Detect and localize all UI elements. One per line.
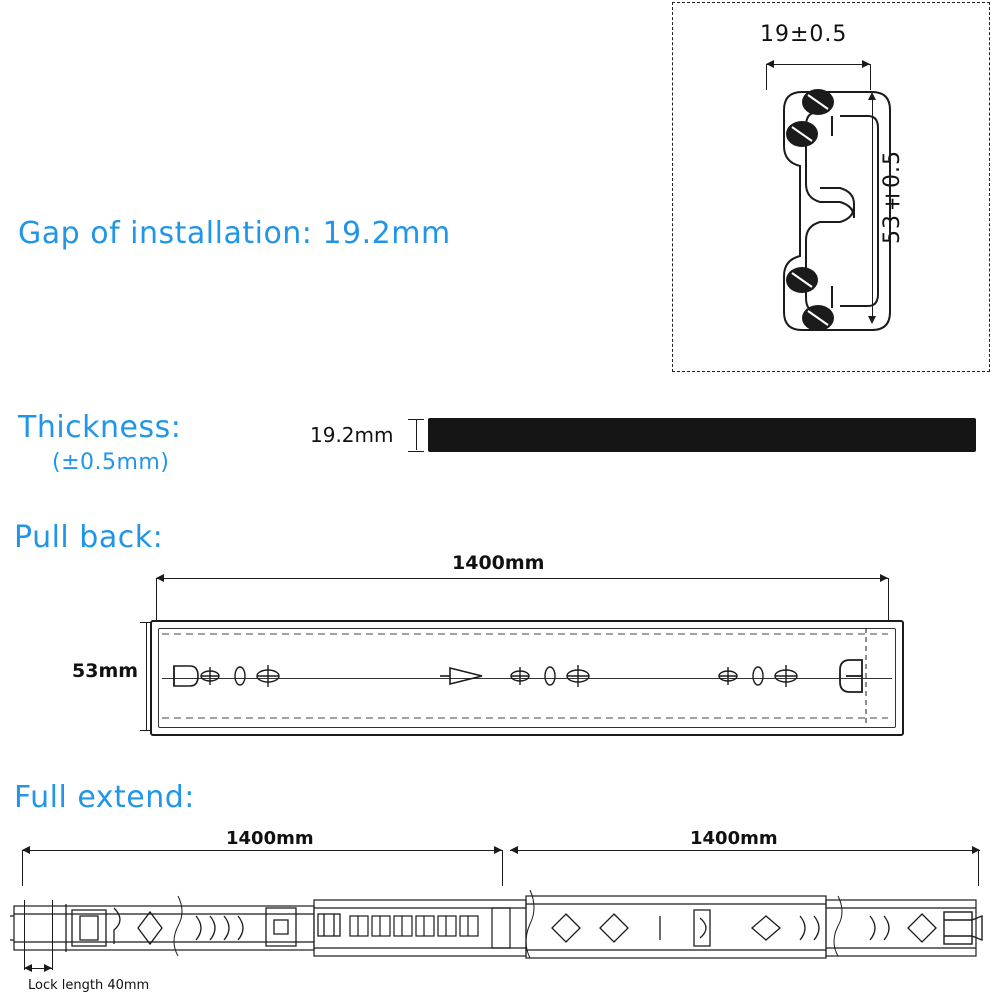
pull-back-ext-left	[156, 578, 157, 622]
pull-back-length-label: 1400mm	[452, 552, 545, 574]
full-extend-length-right-label: 1400mm	[690, 828, 778, 849]
thickness-dim-line	[416, 420, 417, 450]
pull-back-dim-line	[156, 578, 888, 579]
full-extend-arrow-r1	[494, 846, 502, 854]
pull-back-detail	[150, 620, 900, 732]
full-extend-rails	[10, 886, 990, 966]
thickness-tolerance-label: (±0.5mm)	[52, 450, 170, 475]
full-extend-arrow-l1	[22, 846, 30, 854]
full-extend-ext-r1	[502, 850, 503, 886]
full-extend-label: Full extend:	[14, 780, 195, 815]
thickness-label: Thickness:	[18, 410, 182, 445]
full-extend-ext-r2	[978, 850, 979, 886]
thickness-bar	[428, 418, 976, 452]
full-extend-ext-l1	[22, 850, 23, 886]
pull-back-dim-arrow-right	[880, 574, 888, 582]
width-dim-arrow-right	[862, 60, 870, 68]
pull-back-label: Pull back:	[14, 520, 164, 555]
pull-back-dim-arrow-left	[156, 574, 164, 582]
full-extend-dim-line-left	[22, 850, 502, 851]
full-extend-dim-line-right	[510, 850, 980, 851]
cross-section-profile	[744, 76, 904, 346]
lock-length-label: Lock length 40mm	[28, 978, 150, 993]
pull-back-ext-right	[888, 578, 889, 622]
thickness-tick-top	[408, 419, 424, 420]
pull-back-height-label: 53mm	[72, 660, 139, 682]
width-dim-line	[766, 64, 870, 65]
cross-section-height-label: 53±0.5	[880, 150, 905, 244]
pull-back-height-dim-line	[146, 622, 147, 730]
cross-section-width-label: 19±0.5	[760, 22, 848, 47]
thickness-tick-bottom	[408, 451, 424, 452]
full-extend-length-left-label: 1400mm	[226, 828, 314, 849]
thickness-value-label: 19.2mm	[310, 423, 394, 447]
width-dim-arrow-left	[766, 60, 774, 68]
full-extend-arrow-l2	[510, 846, 518, 854]
gap-of-installation-label: Gap of installation: 19.2mm	[18, 216, 451, 251]
